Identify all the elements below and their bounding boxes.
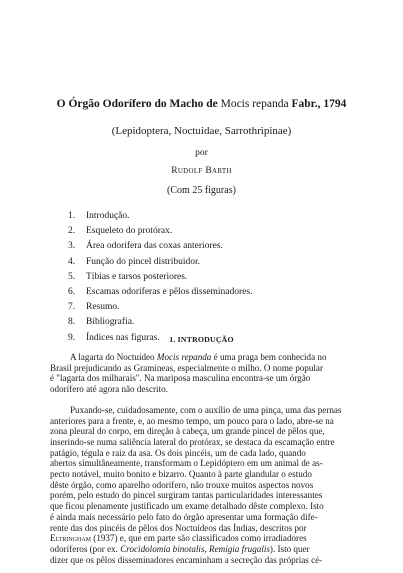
body-text-run: dizer que os pêlos disseminadores encaminham a secreção das próprias cé- [50,554,323,565]
article-title [0,97,403,111]
toc-item-number: 8. [68,317,76,328]
author-name: Rudolf Barth [171,166,232,176]
table-of-contents [68,209,368,346]
paragraph-gap [50,395,372,405]
article-subtitle: (Lepidoptera, Noctuidae, Sarrothripinae) [111,125,292,137]
body-text-run: que ficou plenamente justificado um exame detalhado dêste complexo. Isto [50,501,324,512]
body-text-run: é ainda mais necessário pelo fato do órgão apresentar uma formação dife- [50,511,318,522]
toc-item-label: Tíbias e tarsos posteriores. [86,271,188,282]
toc-item-number: 5. [68,271,76,282]
toc-item [68,209,368,224]
body-text-run: odorífero até agora não descrito. [50,384,168,395]
toc-item-number: 4. [68,256,76,267]
toc-item-number: 7. [68,302,76,313]
body-line [50,544,372,555]
body-line [50,426,372,437]
toc-item [68,239,368,254]
toc-item-number: 9. [68,332,76,343]
toc-item-number: 1. [68,211,76,221]
toc-item [68,224,368,239]
author-citation: Eltringham [50,533,92,544]
body-text-run: dêste órgão, como aparelho odorífero, não trouxe muitos aspectos novos [50,479,314,490]
body-text-run: abertos simultâneamente, transformam o Lepidóptero em um animal de as- [50,458,323,469]
body-line [50,363,372,374]
toc-item-label: Esqueleto do protórax. [86,226,173,237]
toc-item [68,270,368,285]
toc-item-label: Escamas odoríferas e pêlos disseminadores. [86,287,253,298]
body-text-run: pecto notável, muito bonito e bizarro. Quanto à parte glandular o estudo [50,469,312,480]
figures-note: (Com 25 figuras) [167,185,236,196]
toc-item [68,300,368,315]
toc-item-label: Introdução. [86,211,130,221]
toc-item [68,315,368,330]
body-text-run: anteriores para a frente, e, ao mesmo tempo, um pouco para o lado, abre-se na [50,415,334,426]
body-text-run: (1937) e, que em parte são classificados como irradiadores [91,533,307,544]
toc-item-number: 2. [68,226,76,237]
body-line [50,469,372,480]
section-number: 1. [169,335,176,344]
body-text [50,352,372,565]
title-part1: O Órgão Odorífero do Macho de [56,98,218,110]
body-line [50,448,372,459]
body-line [50,437,372,448]
body-text-run: porém, pelo estudo do pincel surgiram tantas particularidades interessantes [50,490,323,501]
toc-item-label: Bibliografia. [86,317,135,328]
body-text-run: A lagarta do Noctuídeo [70,352,157,362]
title-species: Mocis repanda [220,98,289,110]
body-line [50,405,372,416]
section-heading [0,335,403,344]
body-line [50,373,372,384]
body-line [50,352,372,363]
body-line [50,416,372,427]
body-text-run: rente das dos pincéis de pêlos dos Noctuídeos das Índias, descritos por [50,522,307,533]
body-line [50,533,372,544]
body-text-run: ). Isto quer [269,543,310,554]
body-text-run: é uma praga bem conhecida no [211,352,327,362]
body-line [50,458,372,469]
toc-item-number: 6. [68,287,76,298]
body-line [50,512,372,523]
body-text-run: odoríferos (por ex. [50,543,121,554]
body-text-run: zona pleural do corpo, em direção à cabeça, um grande pincel de pêlos que, [50,426,325,437]
body-text-run: é "lagarta dos milharais". Na mariposa masculina encontra-se um órgão [50,373,311,384]
toc-item-label: Índices nas figuras. [86,332,160,343]
body-line [50,384,372,395]
body-line [50,555,372,566]
toc-item-label: Função do pincel distribuidor. [86,256,200,267]
body-text-run: patágio, tégula e raiz da asa. Os dois pincéis, um de cada lado, quando [50,447,306,458]
italic-text: Crocidolomia binotalis, Remigia frugalis [120,543,270,554]
body-text-run: Brasil prejudicando as Gramíneas, especialmente o milho. O nome popular [50,362,323,373]
toc-item-number: 3. [68,241,76,252]
italic-text: Mocis repanda [156,352,212,362]
section-title: INTRODUÇÃO [177,335,234,344]
body-text-run: inserindo-se numa saliência lateral do protórax, se destaca da escamação entre [50,436,335,447]
toc-item [68,285,368,300]
body-line [50,490,372,501]
toc-item-label: Resumo. [86,302,120,313]
toc-item [68,255,368,270]
body-line [50,480,372,491]
toc-item-label: Área odorífera das coxas anteriores. [86,241,223,252]
body-text-run: Puxando-se, cuidadosamente, com o auxílio de uma pinça, uma das pernas [70,404,342,415]
body-line [50,523,372,534]
title-part2: Fabr., 1794 [291,98,347,110]
body-line [50,501,372,512]
byline-por: por [195,148,208,158]
